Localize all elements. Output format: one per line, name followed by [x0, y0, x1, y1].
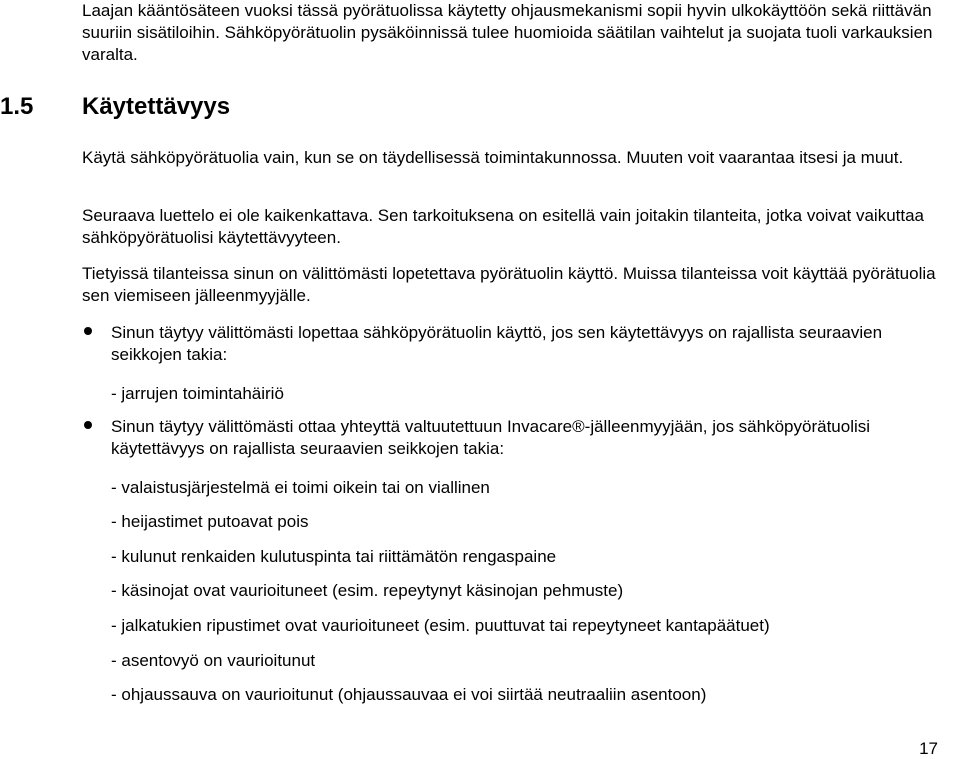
section-title: Käytettävyys [82, 93, 231, 120]
section-heading [0, 92, 230, 122]
list-item: - valaistusjärjestelmä ei toimi oikein tai on viallinen [111, 478, 490, 497]
paragraph-situations: Tietyissä tilanteissa sinun on välittömästi lopetettava pyörätuolin käyttö. Muissa tilanteissa voit käyttää pyörätuolia sen viemiseen jälleenmyyjälle. [82, 264, 936, 305]
bullet-stop-use: Sinun täytyy välittömästi lopettaa sähköpyörätuolin käyttö, jos sen käytettävyys on rajallista seuraavien seikkojen takia: [111, 323, 883, 364]
section-number: 1.5 [0, 93, 34, 120]
intro-paragraph: Laajan kääntösäteen vuoksi tässä pyörätuolissa käytetty ohjausmekanismi sopii hyvin ulkokäyttöön sekä riittävän suuriin sisätiloihin. Sähköpyörätuolin pysäköinnissä tulee huomioida säätilan vaihtelut ja suojata tuoli varkauksien varalta. [82, 1, 933, 64]
page-number: 17 [919, 739, 938, 758]
list-item: - kulunut renkaiden kulutuspinta tai riittämätön rengaspaine [111, 547, 557, 566]
list-item: - ohjaussauva on vaurioitunut (ohjaussauvaa ei voi siirtää neutraaliin asentoon) [111, 685, 707, 704]
list-item: - jarrujen toimintahäiriö [111, 384, 284, 403]
bullet-icon [84, 327, 95, 338]
list-item: - heijastimet putoavat pois [111, 512, 309, 531]
list-item: - jalkatukien ripustimet ovat vaurioituneet (esim. puuttuvat tai repeytyneet kantapäätuet) [111, 616, 770, 635]
list-item: - käsinojat ovat vaurioituneet (esim. repeytynyt käsinojan pehmuste) [111, 581, 624, 600]
paragraph-list-note: Seuraava luettelo ei ole kaikenkattava. Sen tarkoituksena on esitellä vain joitakin tilanteita, jotka voivat vaikuttaa sähköpyörätuolisi käytettävyyteen. [82, 206, 924, 247]
bullet-contact-dealer: Sinun täytyy välittömästi ottaa yhteyttä valtuutettuun Invacare®-jälleenmyyjään, jos sähköpyörätuolisi käytettävyys on rajallista seuraavien seikkojen takia: [111, 417, 871, 458]
list-item: - asentovyö on vaurioitunut [111, 651, 316, 670]
bullet-icon [84, 421, 95, 432]
paragraph-usage: Käytä sähköpyörätuolia vain, kun se on täydellisessä toimintakunnossa. Muuten voit vaarantaa itsesi ja muut. [82, 148, 904, 167]
